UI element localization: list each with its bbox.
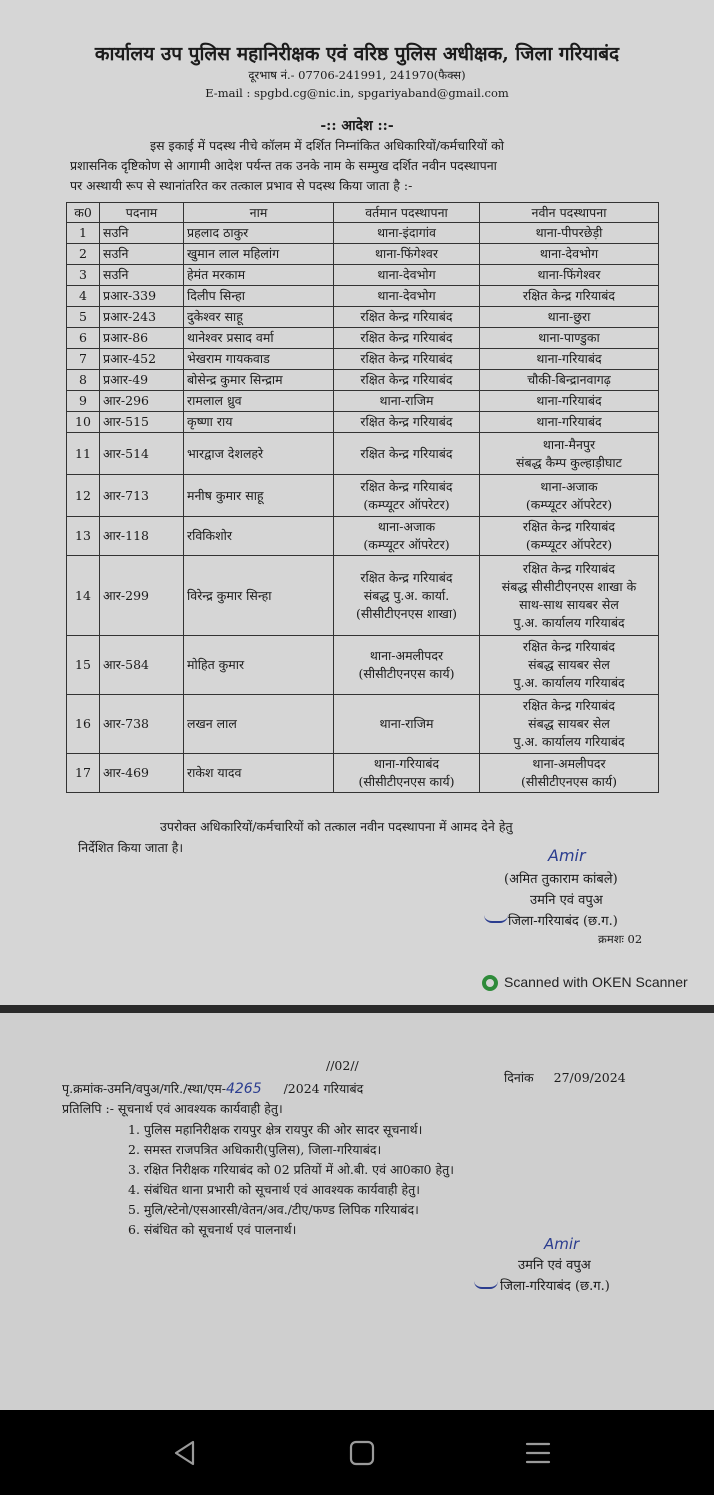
- new-posting-line: (कम्प्यूटर ऑपरेटर): [525, 537, 613, 552]
- date-value: 27/09/2024: [553, 1070, 626, 1085]
- cell-new-posting: [480, 307, 659, 328]
- cell-current-posting: [334, 636, 480, 695]
- cell-new-posting: [480, 433, 659, 475]
- cell-name: रविकिशोर: [184, 517, 334, 556]
- new-posting-line: थाना-गरियाबंद: [536, 393, 602, 408]
- table-row: [67, 433, 659, 475]
- cell-serial: 11: [67, 433, 100, 475]
- signatory-name: (अमित तुकाराम कांबले): [504, 872, 618, 887]
- table-row: [67, 370, 659, 391]
- cell-new-posting: [480, 517, 659, 556]
- cell-serial: 9: [67, 391, 100, 412]
- order-para-line1: इस इकाई में पदस्थ नीचे कॉलम में दर्शित निम्नांकित अधिकारियों/कर्मचारियों को: [150, 138, 504, 153]
- new-posting-line: रक्षित केन्द्र गरियाबंद: [522, 288, 616, 303]
- cell-name: कृष्णा राय: [184, 412, 334, 433]
- cell-name: खुमान लाल महिलांग: [184, 244, 334, 265]
- cell-current-posting: [334, 475, 480, 517]
- cell-post: प्रआर-452: [100, 349, 184, 370]
- cell-name: भेखराम गायकवाड: [184, 349, 334, 370]
- cell-post: प्रआर-49: [100, 370, 184, 391]
- order-para-line3: पर अस्थायी रूप से स्थानांतरित कर तत्काल प्रभाव से पदस्थ किया जाता है :-: [70, 178, 413, 193]
- current-posting-line: थाना-देवभोग: [377, 267, 436, 282]
- cell-current-posting: [334, 412, 480, 433]
- cell-current-posting: [334, 391, 480, 412]
- cell-serial: 7: [67, 349, 100, 370]
- scanner-watermark: [482, 974, 688, 991]
- new-posting-line: थाना-अजाक: [540, 478, 598, 494]
- office-phone: दूरभाष नं.- 07706-241991, 241970(फैक्स): [248, 68, 466, 82]
- footer-line2: निर्देशित किया जाता है।: [78, 840, 184, 855]
- col-header-sn: क0: [67, 203, 100, 223]
- cell-serial: 15: [67, 636, 100, 695]
- cell-new-posting: [480, 391, 659, 412]
- table-row: [67, 754, 659, 793]
- cell-serial: 1: [67, 223, 100, 244]
- cell-serial: 6: [67, 328, 100, 349]
- cell-name: राकेश यादव: [184, 754, 334, 793]
- cell-name: बोसेन्द्र कुमार सिन्द्राम: [184, 370, 334, 391]
- current-posting-line: रक्षित केन्द्र गरियाबंद: [360, 330, 453, 345]
- android-nav-bar: [0, 1410, 714, 1495]
- cell-new-posting: [480, 265, 659, 286]
- copy-item-6: 6. संबंधित को सूचनार्थ एवं पालनार्थ।: [128, 1222, 297, 1237]
- cell-current-posting: [334, 328, 480, 349]
- copy-item-4: 4. संबंधित थाना प्रभारी को सूचनार्थ एवं आवश्यक कार्यवाही हेतु।: [128, 1182, 421, 1197]
- current-posting-line: (सीसीटीएनएस शाखा): [355, 605, 458, 621]
- scanner-label: Scanned with OKEN Scanner: [504, 974, 688, 990]
- ref-suffix: /2024 गरियाबंद: [283, 1081, 364, 1096]
- cell-serial: 10: [67, 412, 100, 433]
- cell-current-posting: [334, 307, 480, 328]
- cell-current-posting: [334, 265, 480, 286]
- table-row: [67, 265, 659, 286]
- cell-post: आर-584: [100, 636, 184, 695]
- new-posting-line: संबद्ध सायबर सेल: [528, 716, 610, 731]
- cell-name: मनीष कुमार साहू: [184, 475, 334, 517]
- new-posting-line: थाना-अमलीपदर: [532, 756, 606, 771]
- copy-item-5: 5. मुलि/स्टेनो/एसआरसी/वेतन/अव./टीए/फण्ड लिपिक गरियाबंद।: [128, 1202, 419, 1217]
- col-header-current: वर्तमान पदस्थापना: [334, 203, 480, 223]
- page2-ref-line: [62, 1080, 363, 1097]
- cell-post: सउनि: [100, 265, 184, 286]
- table-row: [67, 307, 659, 328]
- cell-post: आर-515: [100, 412, 184, 433]
- current-posting-line: थाना-राजिम: [379, 716, 434, 731]
- col-header-new: नवीन पदस्थापना: [480, 203, 659, 223]
- new-posting-line: थाना-पीपरछेड़ी: [535, 225, 603, 240]
- home-nav-icon[interactable]: [342, 1433, 382, 1473]
- current-posting-line: रक्षित केन्द्र गरियाबंद: [360, 351, 453, 366]
- cell-post: आर-469: [100, 754, 184, 793]
- cell-current-posting: [334, 244, 480, 265]
- table-row: [67, 475, 659, 517]
- page2-signature-scribble: Amir: [544, 1235, 580, 1253]
- cell-serial: 4: [67, 286, 100, 307]
- cell-current-posting: [334, 223, 480, 244]
- new-posting-line: थाना-फिंगेश्वर: [537, 267, 601, 282]
- page-separator: [0, 1005, 714, 1013]
- table-row: [67, 349, 659, 370]
- cell-serial: 16: [67, 695, 100, 754]
- cell-post: आर-514: [100, 433, 184, 475]
- cell-name: भारद्वाज देशलहरे: [184, 433, 334, 475]
- table-row: [67, 244, 659, 265]
- cell-current-posting: [334, 695, 480, 754]
- col-header-post: पदनाम: [100, 203, 184, 223]
- cell-current-posting: [334, 370, 480, 391]
- table-row: [67, 391, 659, 412]
- new-posting-line: रक्षित केन्द्र गरियाबंद: [522, 639, 616, 654]
- cell-name: हेमंत मरकाम: [184, 265, 334, 286]
- current-posting-line: रक्षित केन्द्र गरियाबंद: [360, 414, 453, 429]
- cell-new-posting: [480, 636, 659, 695]
- cell-serial: 3: [67, 265, 100, 286]
- table-row: [67, 517, 659, 556]
- cell-name: प्रहलाद ठाकुर: [184, 223, 334, 244]
- current-posting-line: रक्षित केन्द्र गरियाबंद: [360, 309, 453, 324]
- page2-ref-code: //02//: [326, 1058, 359, 1073]
- table-row: [67, 695, 659, 754]
- new-posting-line: (कम्प्यूटर ऑपरेटर): [525, 496, 613, 512]
- cell-serial: 2: [67, 244, 100, 265]
- office-heading: कार्यालय उप पुलिस महानिरीक्षक एवं वरिष्ठ पुलिस अधीक्षक, जिला गरियाबंद: [94, 43, 620, 65]
- cell-name: लखन लाल: [184, 695, 334, 754]
- cell-current-posting: [334, 349, 480, 370]
- page-continued: क्रमशः 02: [598, 932, 643, 946]
- cell-serial: 5: [67, 307, 100, 328]
- new-posting-line: थाना-पाण्डुका: [538, 330, 600, 345]
- table-row: [67, 412, 659, 433]
- cell-post: आर-738: [100, 695, 184, 754]
- current-posting-line: थाना-अमलीपदर: [369, 648, 444, 663]
- back-nav-icon[interactable]: [165, 1433, 205, 1473]
- current-posting-line: (कम्प्यूटर ऑपरेटर): [363, 496, 450, 512]
- new-posting-line: थाना-छुरा: [547, 309, 591, 324]
- ref-number: 4265: [225, 1081, 262, 1097]
- table-row: [67, 636, 659, 695]
- current-posting-line: (सीसीटीएनएस कार्य): [358, 774, 455, 789]
- office-email: E-mail : spgbd.cg@nic.in, spgariyaband@gmail.com: [205, 86, 509, 100]
- new-posting-line: पु.अ. कार्यालय गरियाबंद: [513, 614, 625, 630]
- ref-prefix: पृ.क्रमांक-उमनि/वपुअ/गरि./स्था/एम-: [62, 1081, 226, 1096]
- new-posting-line: रक्षित केन्द्र गरियाबंद: [522, 698, 616, 713]
- new-posting-line: संबद्ध सीसीटीएनएस शाखा के: [501, 578, 637, 594]
- new-posting-line: थाना-मैनपुर: [542, 436, 596, 452]
- new-posting-line: थाना-गरियाबंद: [536, 351, 602, 366]
- page2-signature-flourish: [474, 1281, 498, 1289]
- cell-new-posting: [480, 754, 659, 793]
- current-posting-line: थाना-अजाक: [377, 519, 436, 534]
- new-posting-line: संबद्ध कैम्प कुल्हाड़ीघाट: [516, 454, 622, 470]
- copy-label: प्रतिलिपि :- सूचनार्थ एवं आवश्यक कार्यवाही हेतु।: [62, 1101, 283, 1116]
- new-posting-line: साथ-साथ सायबर सेल: [519, 596, 619, 612]
- col-header-name: नाम: [184, 203, 334, 223]
- new-posting-line: पु.अ. कार्यालय गरियाबंद: [513, 734, 625, 749]
- cell-post: आर-299: [100, 556, 184, 636]
- cell-name: रामलाल ध्रुव: [184, 391, 334, 412]
- cell-serial: 14: [67, 556, 100, 636]
- cell-new-posting: [480, 475, 659, 517]
- table-row: [67, 328, 659, 349]
- order-para-line2: प्रशासनिक दृष्टिकोण से आगामी आदेश पर्यन्त तक उनके नाम के सम्मुख दर्शित नवीन पदस्थापना: [70, 158, 497, 173]
- new-posting-line: थाना-देवभोग: [539, 246, 599, 261]
- cell-name: मोहित कुमार: [184, 636, 334, 695]
- current-posting-line: रक्षित केन्द्र गरियाबंद: [360, 569, 453, 585]
- document-page-2: [0, 1013, 714, 1410]
- cell-name: थानेश्वर प्रसाद वर्मा: [184, 328, 334, 349]
- page2-sig-district: जिला-गरियाबंद (छ.ग.): [500, 1279, 610, 1294]
- new-posting-line: थाना-गरियाबंद: [536, 414, 602, 429]
- current-posting-line: थाना-देवभोग: [377, 288, 436, 303]
- cell-current-posting: [334, 433, 480, 475]
- page2-date: [504, 1069, 626, 1086]
- current-posting-line: थाना-राजिम: [379, 393, 434, 408]
- transfer-table: [66, 202, 659, 793]
- current-posting-line: थाना-गरियाबंद: [373, 756, 440, 771]
- date-label: दिनांक: [504, 1070, 534, 1085]
- current-posting-line: संबद्ध पु.अ. कार्या.: [363, 587, 450, 603]
- cell-new-posting: [480, 412, 659, 433]
- signatory-designation: उमनि एवं वपुअ: [530, 893, 603, 908]
- recents-nav-icon[interactable]: [518, 1433, 558, 1473]
- current-posting-line: रक्षित केन्द्र गरियाबंद: [360, 372, 453, 387]
- cell-post: प्रआर-339: [100, 286, 184, 307]
- cell-post: आर-713: [100, 475, 184, 517]
- cell-new-posting: [480, 349, 659, 370]
- cell-post: प्रआर-243: [100, 307, 184, 328]
- cell-current-posting: [334, 754, 480, 793]
- cell-new-posting: [480, 370, 659, 391]
- cell-new-posting: [480, 556, 659, 636]
- cell-current-posting: [334, 556, 480, 636]
- cell-new-posting: [480, 286, 659, 307]
- page2-sig-designation: उमनि एवं वपुअ: [518, 1258, 591, 1273]
- cell-new-posting: [480, 328, 659, 349]
- cell-post: आर-118: [100, 517, 184, 556]
- copy-item-3: 3. रक्षित निरीक्षक गरियाबंद को 02 प्रतियों में ओ.बी. एवं आ0का0 हेतु।: [128, 1162, 454, 1177]
- cell-post: आर-296: [100, 391, 184, 412]
- new-posting-line: पु.अ. कार्यालय गरियाबंद: [513, 675, 625, 690]
- cell-new-posting: [480, 244, 659, 265]
- new-posting-line: संबद्ध सायबर सेल: [528, 657, 610, 672]
- cell-serial: 12: [67, 475, 100, 517]
- new-posting-line: (सीसीटीएनएस कार्य): [521, 774, 617, 789]
- oken-logo-icon: [482, 975, 498, 991]
- table-header-row: [67, 203, 659, 223]
- cell-serial: 8: [67, 370, 100, 391]
- copy-item-2: 2. समस्त राजपत्रित अधिकारी(पुलिस), जिला-गरियाबंद।: [128, 1142, 382, 1157]
- footer-line1: उपरोक्त अधिकारियों/कर्मचारियों को तत्काल नवीन पदस्थापना में आमद देने हेतु: [160, 819, 513, 834]
- cell-new-posting: [480, 695, 659, 754]
- cell-name: दुकेश्वर साहू: [184, 307, 334, 328]
- table-row: [67, 556, 659, 636]
- cell-current-posting: [334, 517, 480, 556]
- current-posting-line: थाना-इंदागांव: [377, 225, 436, 240]
- cell-post: सउनि: [100, 244, 184, 265]
- new-posting-line: रक्षित केन्द्र गरियाबंद: [522, 560, 616, 576]
- cell-name: दिलीप सिन्हा: [184, 286, 334, 307]
- current-posting-line: (कम्प्यूटर ऑपरेटर): [363, 537, 450, 552]
- copy-item-1: 1. पुलिस महानिरीक्षक रायपुर क्षेत्र रायपुर की ओर सादर सूचनार्थ।: [128, 1122, 423, 1137]
- new-posting-line: रक्षित केन्द्र गरियाबंद: [522, 519, 616, 534]
- cell-post: सउनि: [100, 223, 184, 244]
- cell-name: विरेन्द्र कुमार सिन्हा: [184, 556, 334, 636]
- current-posting-line: रक्षित केन्द्र गरियाबंद: [360, 478, 453, 494]
- table-row: [67, 286, 659, 307]
- signature-scribble: Amir: [548, 846, 586, 865]
- order-title: -:: आदेश ::-: [320, 118, 394, 134]
- cell-post: प्रआर-86: [100, 328, 184, 349]
- current-posting-line: रक्षित केन्द्र गरियाबंद: [360, 445, 453, 461]
- signatory-district: जिला-गरियाबंद (छ.ग.): [508, 914, 618, 929]
- cell-new-posting: [480, 223, 659, 244]
- current-posting-line: थाना-फिंगेश्वर: [375, 246, 438, 261]
- new-posting-line: चौकी-बिन्द्रानवागढ़: [527, 372, 611, 387]
- cell-current-posting: [334, 286, 480, 307]
- cell-serial: 17: [67, 754, 100, 793]
- current-posting-line: (सीसीटीएनएस कार्य): [358, 666, 455, 681]
- cell-serial: 13: [67, 517, 100, 556]
- table-row: [67, 223, 659, 244]
- signature-flourish: [484, 915, 508, 923]
